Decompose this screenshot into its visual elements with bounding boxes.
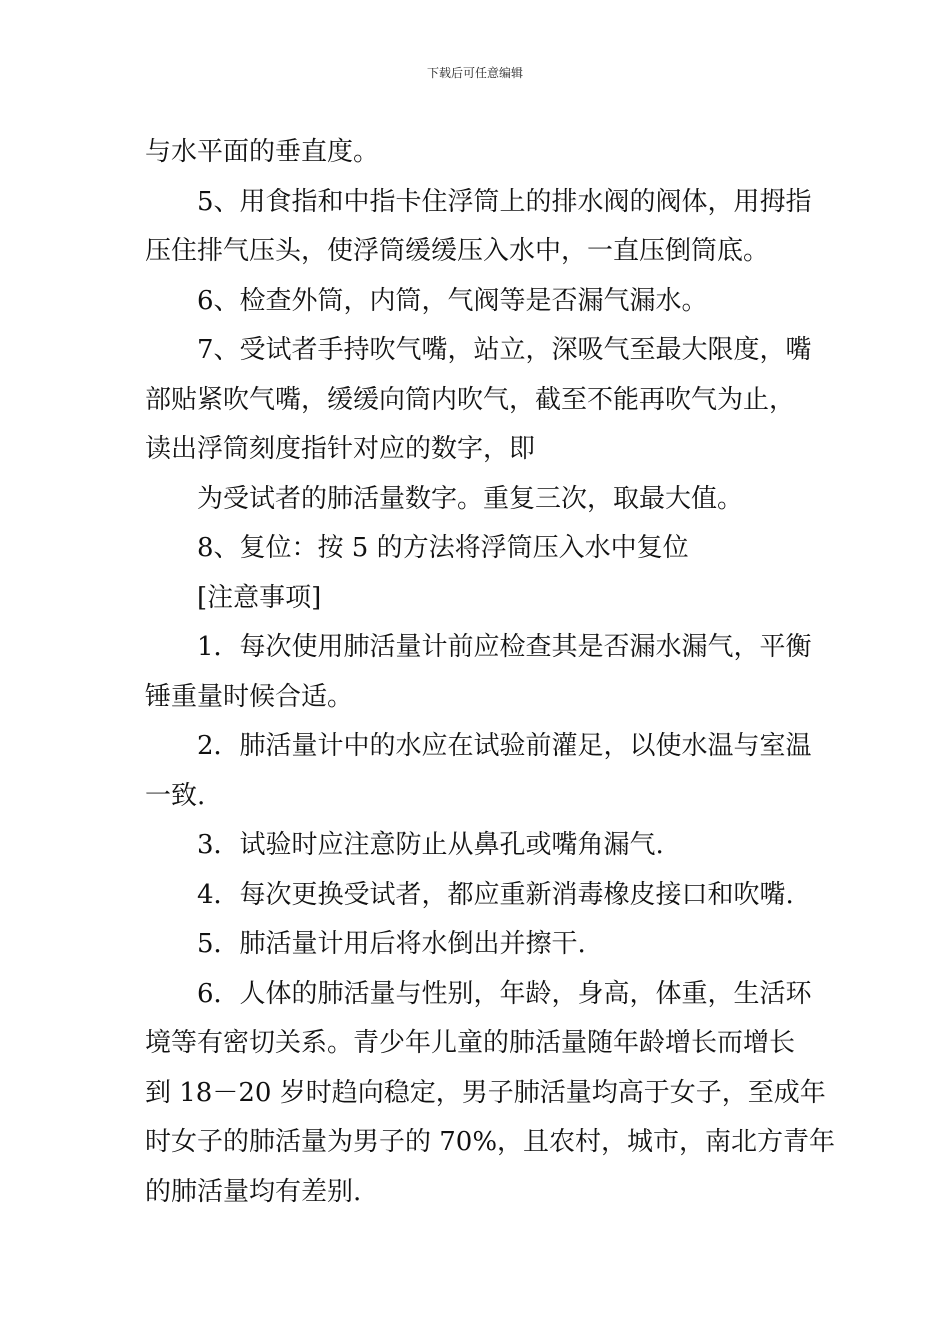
text-line: 与水平面的垂直度。 (145, 137, 380, 167)
text-line: 锤重量时候合适。 (145, 681, 354, 712)
page-header: 下载后可任意编辑 (426, 66, 523, 80)
paragraph (145, 920, 810, 970)
text-line: 5、用食指和中指卡住浮筒上的排水阀的阀体，用拇指 (197, 186, 812, 217)
text-line: [注意事项] (197, 582, 322, 613)
text-line: 境等有密切关系。青少年儿童的肺活量随年龄增长而增长 (145, 1028, 796, 1058)
text-line: 到 18－20 岁时趋向稳定，男子肺活量均高于女子，至成年 (145, 1077, 826, 1108)
text-line: 部贴紧吹气嘴，缓缓向筒内吹气，截至不能再吹气为止， (145, 384, 796, 415)
paragraph (145, 970, 836, 1218)
paragraph (145, 871, 810, 921)
text-line: 压住排气压头，使浮筒缓缓压入水中，一直压倒筒底。 (145, 236, 770, 266)
paragraph (145, 574, 810, 624)
text-line: 7、受试者手持吹气嘴，站立，深吸气至最大限度，嘴 (197, 335, 812, 365)
text-line: 2．肺活量计中的水应在试验前灌足，以使水温与室温 (197, 731, 812, 761)
text-line: 4．每次更换受试者，都应重新消毒橡皮接口和吹嘴. (197, 879, 794, 910)
text-line: 6、检查外筒，内筒，气阀等是否漏气漏水。 (197, 285, 708, 316)
text-line: 为受试者的肺活量数字。重复三次，取最大值。 (197, 483, 744, 514)
paragraph (145, 475, 810, 525)
text-line: 5．肺活量计用后将水倒出并擦干. (197, 929, 586, 959)
paragraph (145, 178, 810, 277)
text-line: 3．试验时应注意防止从鼻孔或嘴角漏气. (197, 830, 664, 860)
paragraph (145, 128, 810, 178)
paragraph (145, 722, 810, 821)
paragraph (145, 821, 810, 871)
paragraph (145, 277, 810, 327)
text-line: 一致. (145, 780, 206, 811)
text-line: 读出浮筒刻度指针对应的数字，即 (145, 434, 536, 464)
text-line: 1．每次使用肺活量计前应检查其是否漏水漏气，平衡 (197, 632, 812, 662)
document-body (145, 128, 836, 1217)
paragraph (145, 326, 810, 475)
text-line: 6．人体的肺活量与性别，年龄，身高，体重，生活环 (197, 978, 812, 1009)
text-line: 的肺活量均有差别. (145, 1176, 362, 1207)
text-line: 时女子的肺活量为男子的 70%，且农村，城市，南北方青年 (145, 1127, 836, 1157)
text-line: 8、复位：按 5 的方法将浮筒压入水中复位 (197, 533, 689, 563)
paragraph (145, 623, 810, 722)
paragraph (145, 524, 810, 574)
